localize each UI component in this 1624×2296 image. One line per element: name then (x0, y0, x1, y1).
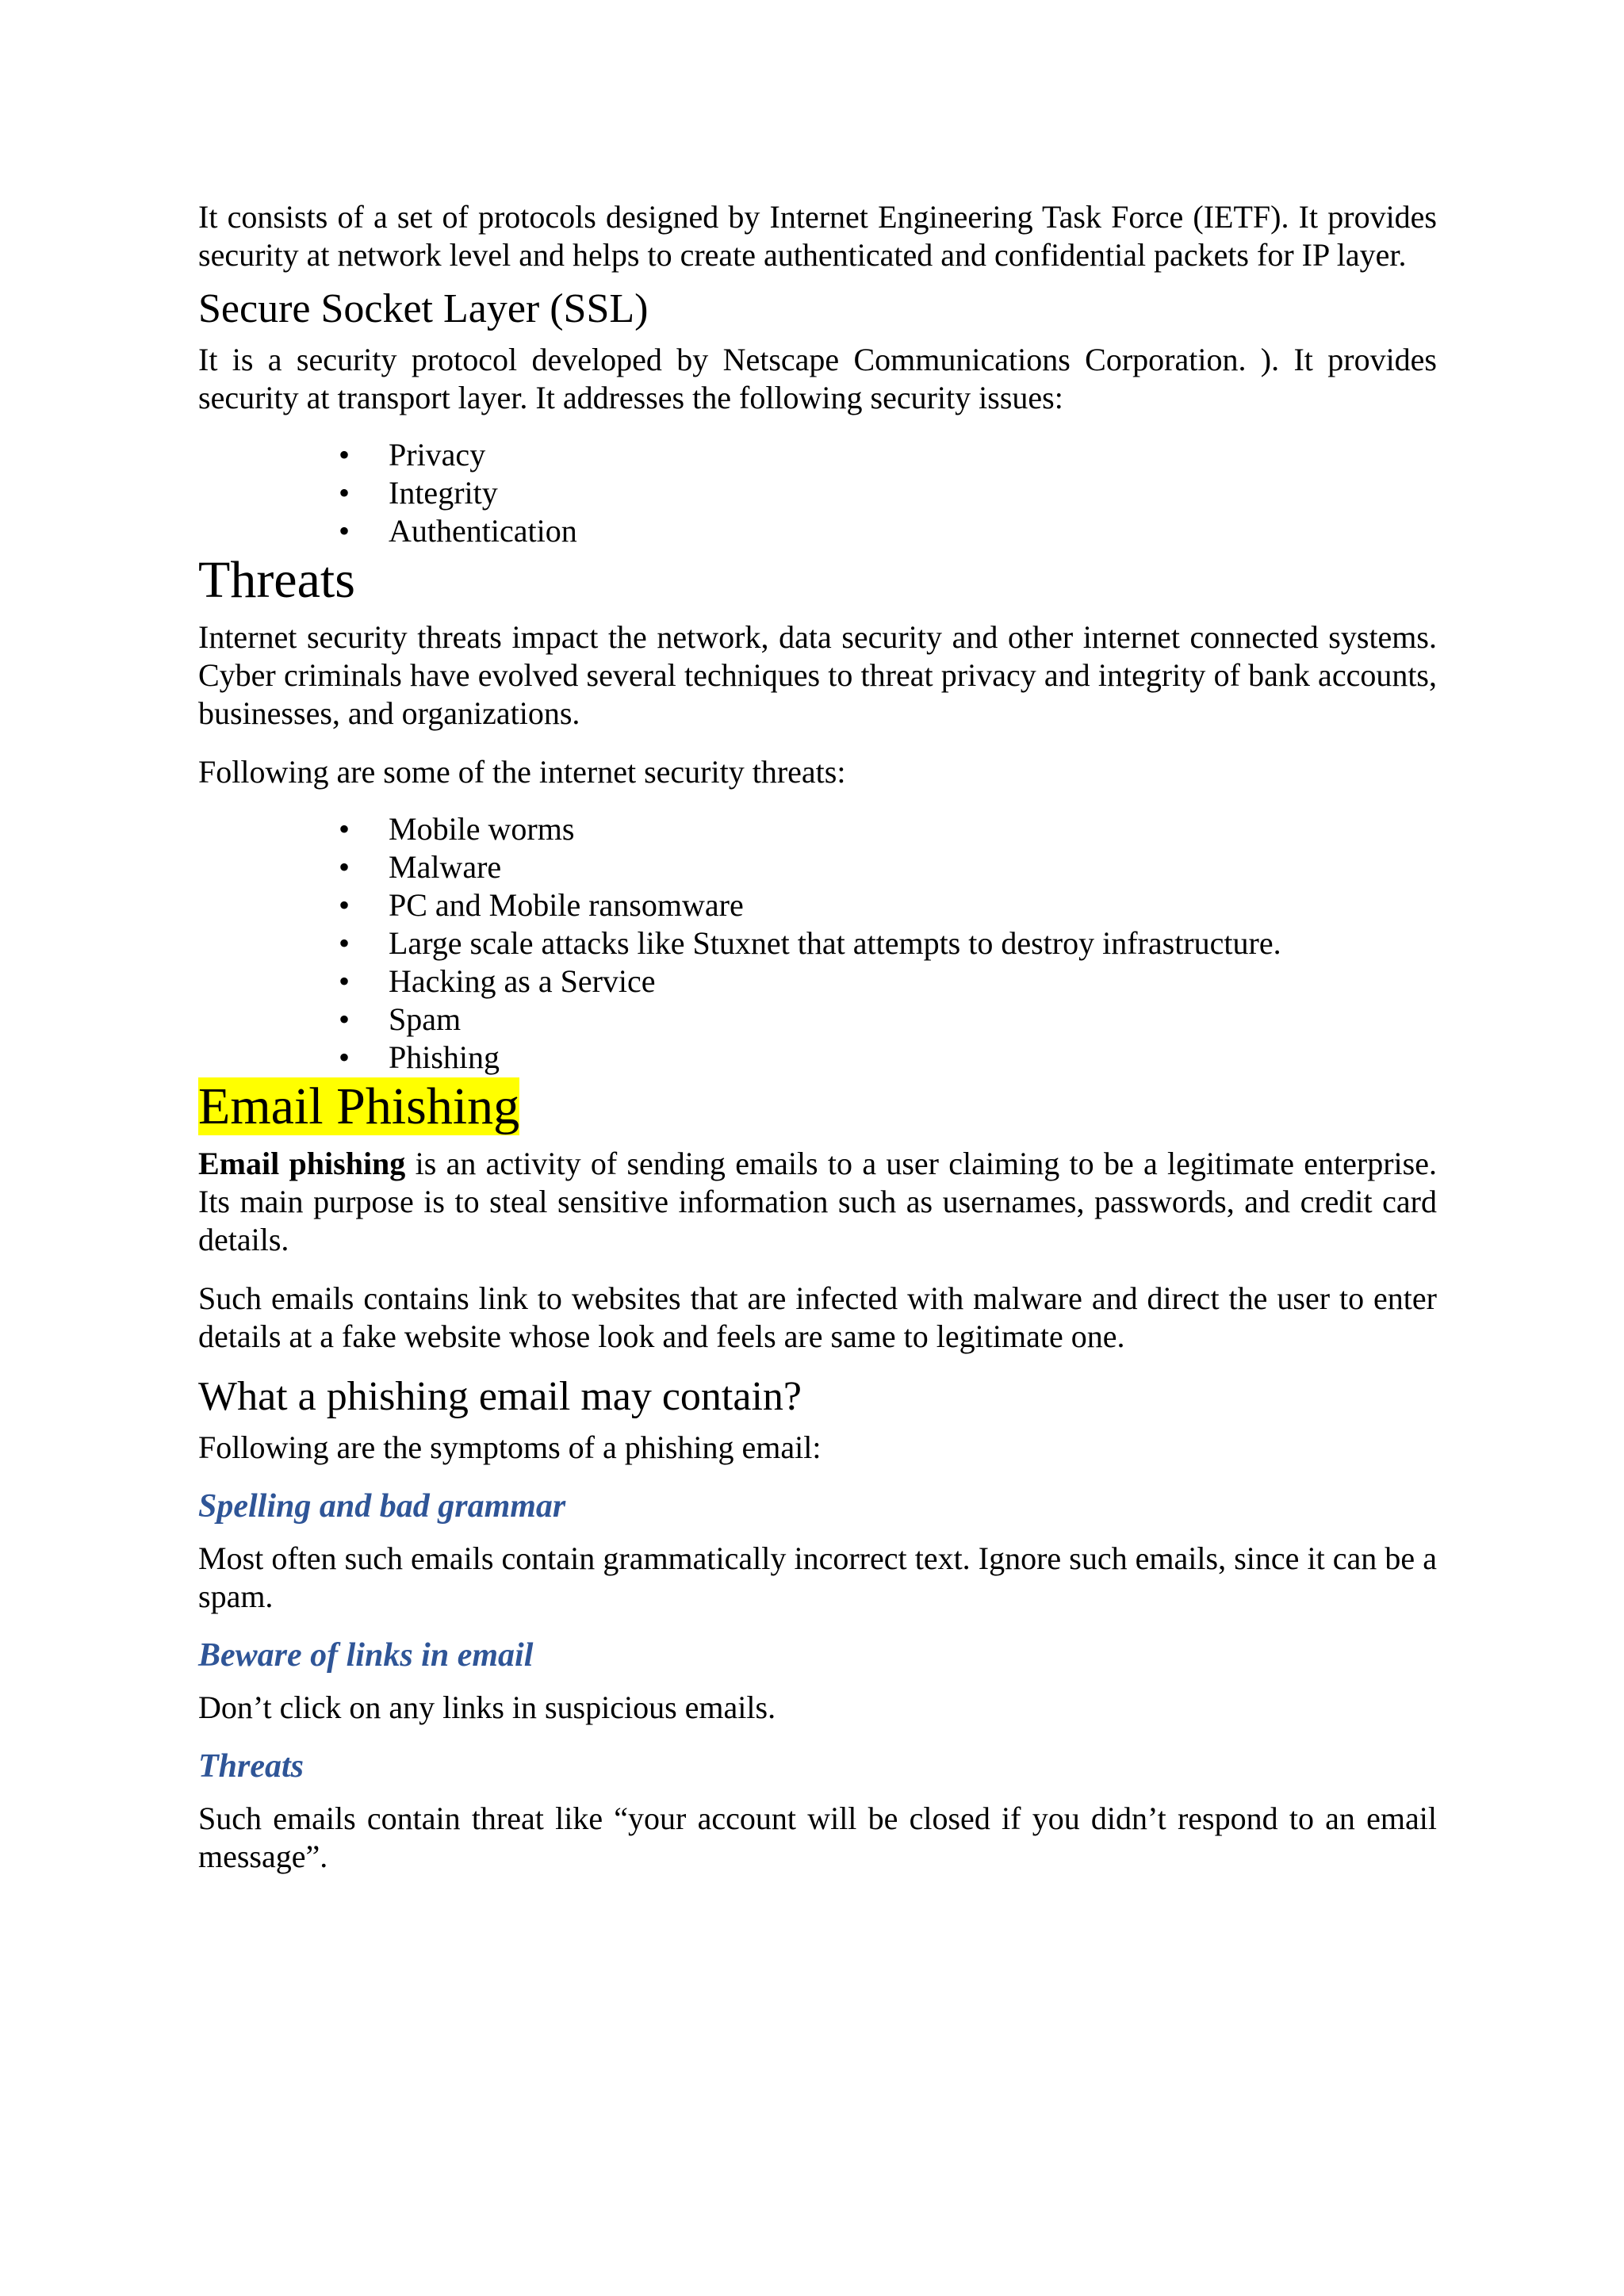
document-page (198, 187, 1437, 1876)
definition-text: is an activity of sending emails to a user claiming to be a legitimate enterprise. Its main purpose is to steal sensitive information such as usernames, passwords, and credit card details. (198, 1146, 1437, 1257)
links-paragraph: Don’t click on any links in suspicious emails. (198, 1689, 776, 1725)
subheading-threats: Threats (198, 1748, 304, 1785)
bullet-icon: • (339, 811, 350, 847)
list-item: • Spam (339, 1001, 462, 1037)
list-item: • Privacy (339, 437, 486, 473)
email-phishing-definition (198, 1145, 1437, 1259)
email-phishing-paragraph-2: Such emails contains link to websites that are infected with malware and direct the user to enter details at a fake website whose look and feels are same to legitimate one. (198, 1280, 1437, 1354)
bullet-icon: • (339, 925, 350, 961)
list-item: • PC and Mobile ransomware (339, 887, 744, 923)
ssl-issues-list (198, 436, 1437, 550)
bullet-icon: • (339, 963, 350, 999)
list-item: • Integrity (339, 475, 498, 511)
list-item: • Hacking as a Service (339, 963, 656, 999)
list-item: • Mobile worms (339, 811, 575, 847)
definition-term: Email phishing (198, 1146, 406, 1181)
bullet-icon: • (339, 1039, 350, 1075)
list-item: • Large scale attacks like Stuxnet that attempts to destroy infrastructure. (339, 925, 1281, 961)
bullet-icon: • (339, 1001, 350, 1037)
list-item: • Phishing (339, 1039, 500, 1075)
email-phishing-heading (198, 1077, 1437, 1137)
subheading-spelling: Spelling and bad grammar (198, 1488, 566, 1525)
spelling-paragraph: Most often such emails contain grammatically incorrect text. Ignore such emails, since it can be a spam. (198, 1540, 1437, 1614)
list-item: • Malware (339, 849, 502, 885)
ssl-heading: Secure Socket Layer (SSL) (198, 286, 649, 331)
threats-paragraph: Such emails contain threat like “your account will be closed if you didn’t respond to an email message”. (198, 1800, 1437, 1874)
highlighted-heading-text: Email Phishing (198, 1077, 520, 1135)
bullet-icon: • (339, 437, 350, 473)
list-item: • Authentication (339, 513, 577, 549)
symptoms-intro: Following are the symptoms of a phishing email: (198, 1429, 822, 1465)
bullet-icon: • (339, 513, 350, 549)
ssl-intro-paragraph: It is a security protocol developed by Netscape Communications Corporation. ). It provides security at transport layer. It addresses the following security issues: (198, 342, 1437, 415)
threats-list (198, 810, 1437, 1077)
bullet-icon: • (339, 849, 350, 885)
bullet-icon: • (339, 887, 350, 923)
threats-list-intro: Following are some of the internet security threats: (198, 754, 846, 790)
ipsec-intro-paragraph: It consists of a set of protocols designed by Internet Engineering Task Force (IETF). It provides security at network level and helps to create authenticated and confidential packets for IP layer. (198, 199, 1437, 273)
threats-heading: Threats (198, 551, 355, 609)
phishing-contain-heading: What a phishing email may contain? (198, 1374, 802, 1419)
bullet-icon: • (339, 475, 350, 511)
threats-intro-paragraph: Internet security threats impact the network, data security and other internet connected systems. Cyber criminals have evolved several techniques to threat privacy and integrity of bank accounts, businesses, and organizations. (198, 619, 1437, 731)
subheading-links: Beware of links in email (198, 1637, 534, 1674)
